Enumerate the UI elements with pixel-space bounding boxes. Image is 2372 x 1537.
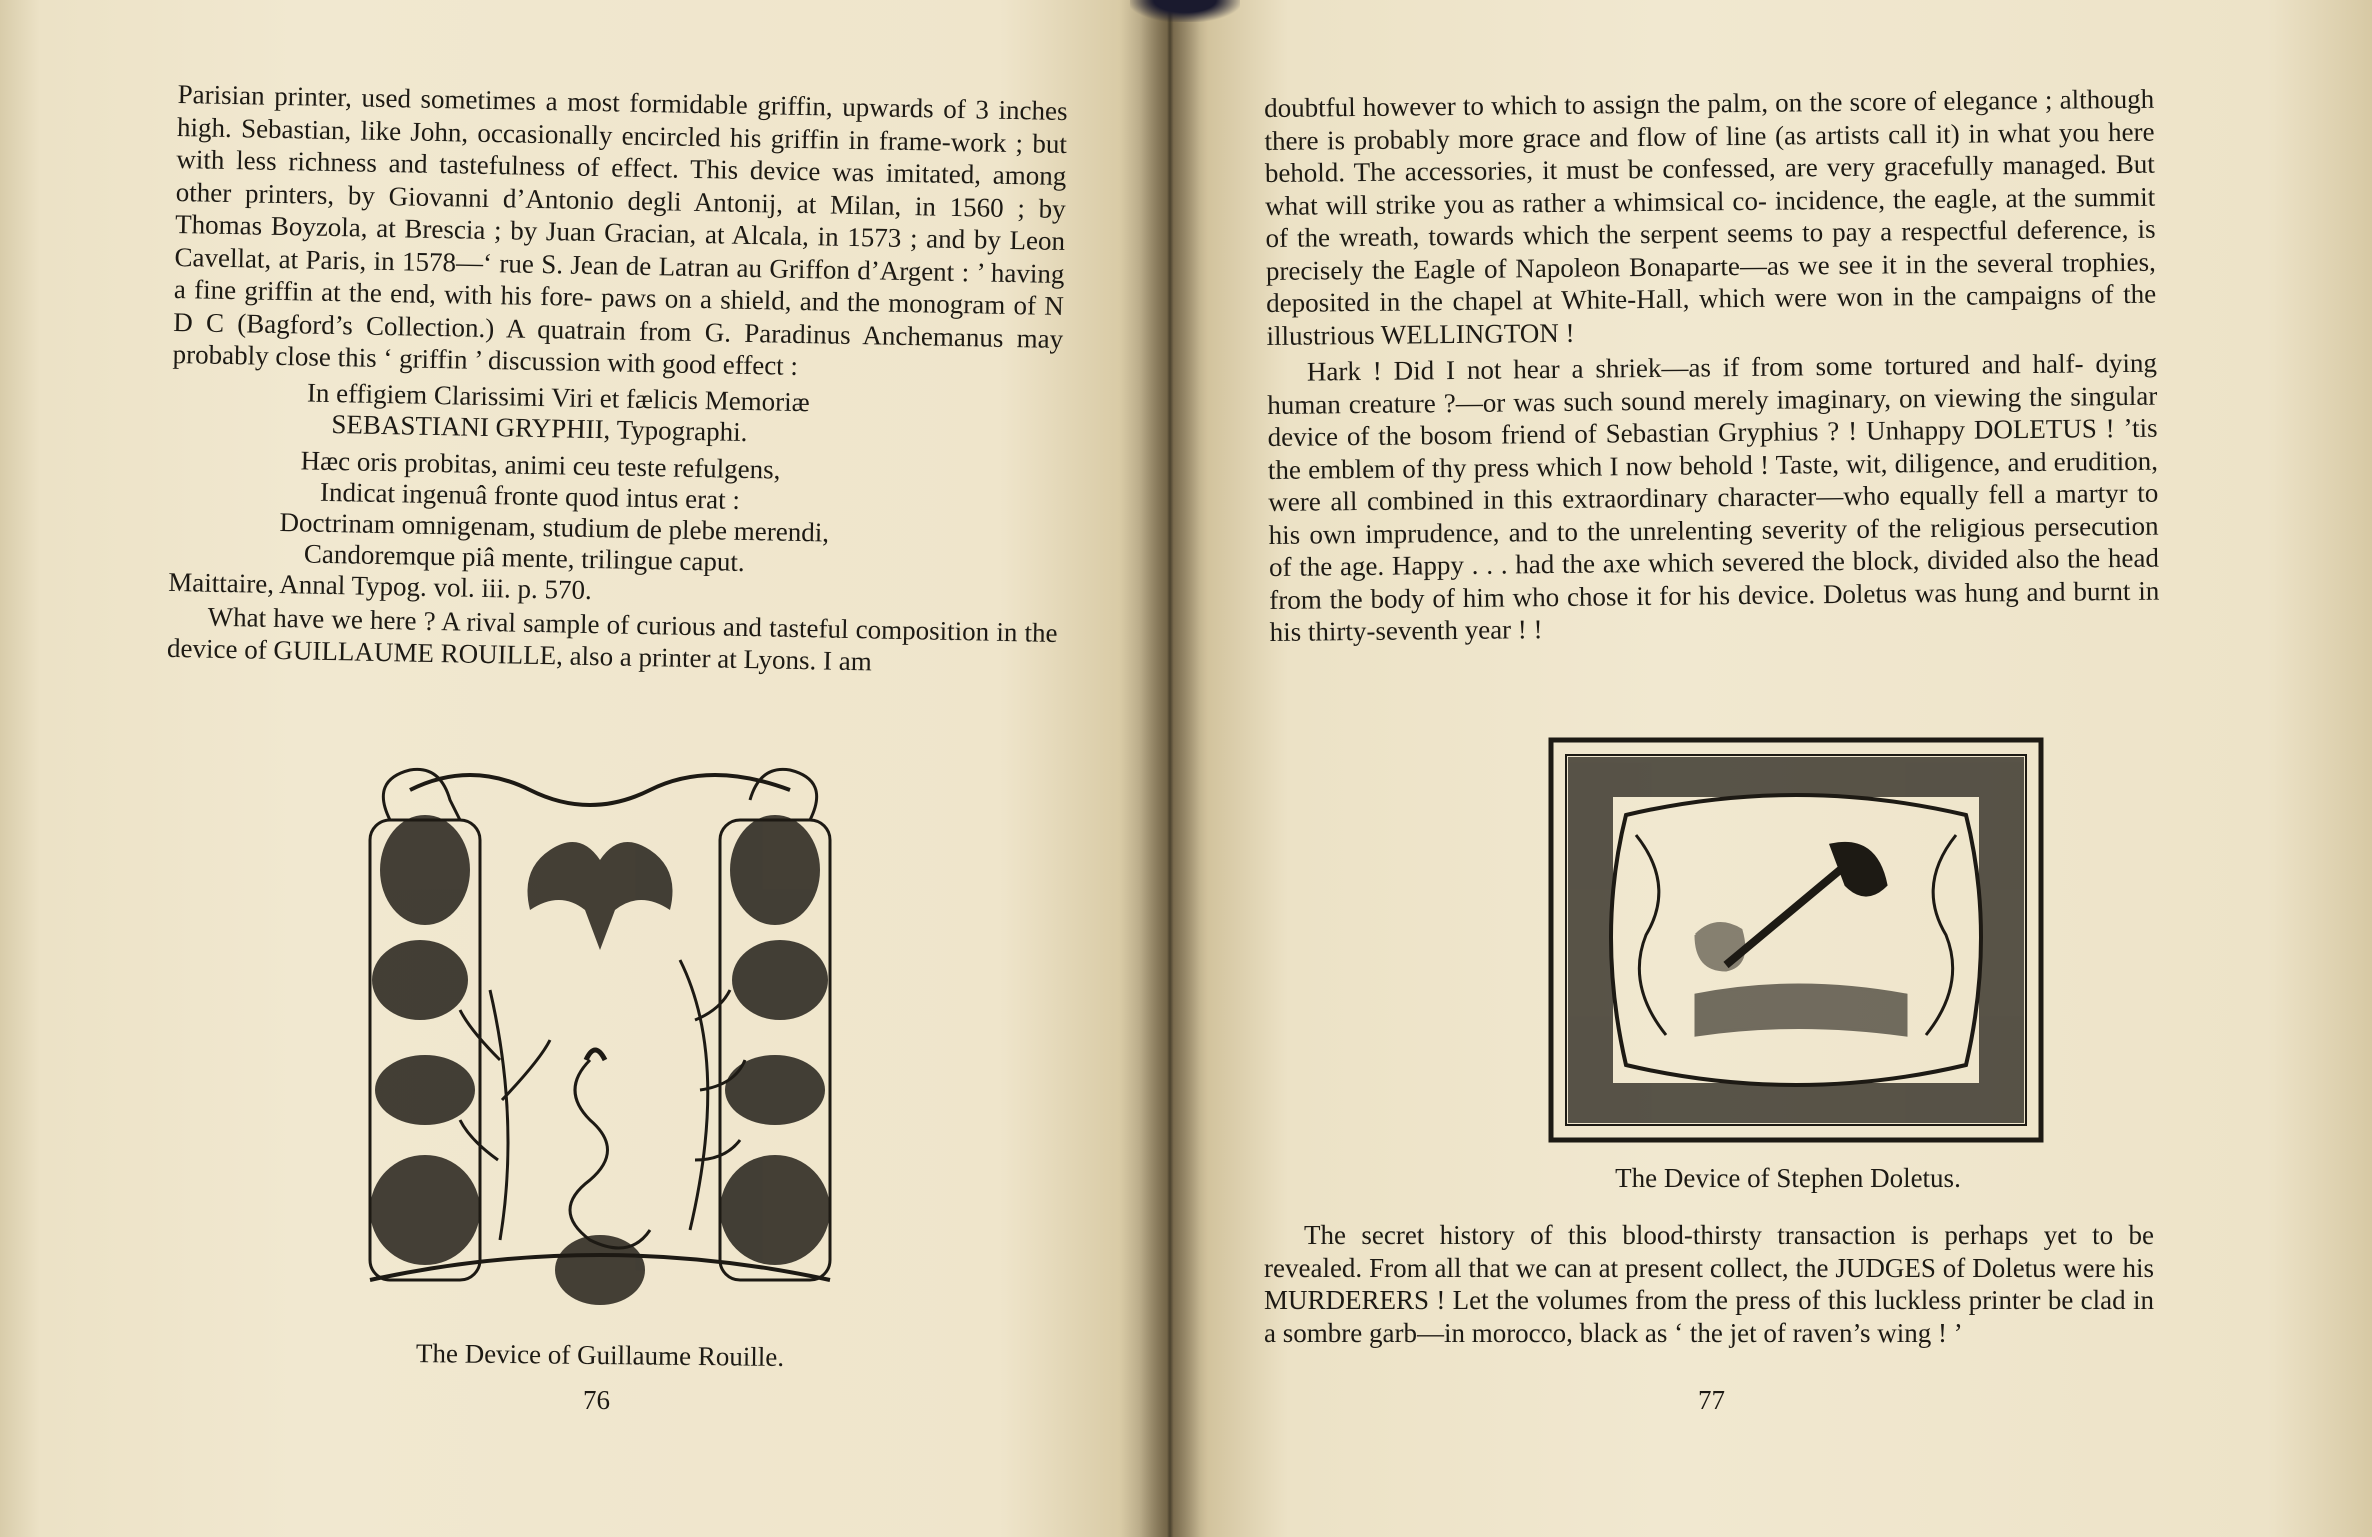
text-line: Parisian printer, used sometimes a most formidable griffin, upwards of — [177, 78, 976, 125]
text-line: The secret history of this blood-thirsty transaction is perhaps yet to be — [1304, 1220, 2154, 1250]
text-line: were his MURDERERS ! Let the volumes from the press of this luckless — [1264, 1252, 2154, 1315]
text-line: gracefully managed. But what will strike you as rather a whimsical co- — [1265, 148, 2155, 221]
right-paragraph-1 — [1264, 83, 2157, 352]
text-line: dying human creature ?—or was such sound merely imaginary, on viewing — [1267, 347, 2158, 420]
text-line: incidence, the eagle, at the summit of the wreath, towards which the — [1265, 181, 2156, 253]
text-line: doubtful however to which to assign the palm, on the score of elegance ; — [1264, 84, 2060, 123]
page-number-right: 77 — [1698, 1385, 1725, 1415]
latin-quatrain — [168, 374, 1062, 614]
left-paragraph-1 — [172, 78, 1067, 388]
doletus-caption: The Device of Stephen Doletus. — [1615, 1163, 1961, 1193]
text-line: unrelenting severity of the religious persecution of the age. Happy . . . — [1268, 510, 2159, 582]
verse-heading: In effigiem Clarissimi Viri et fælicis Memoriæ — [306, 377, 811, 417]
text-line: DOLETUS ! ’tis the emblem of thy press which I now behold ! Taste, — [1267, 412, 2158, 485]
text-line: although there is probably more grace and flow of line (as artists call it) — [1264, 83, 2155, 156]
text-line: frame-work ; but with less richness and tastefulness of effect. This device — [176, 124, 1068, 187]
text-line: the singular device of the bosom friend of Sebastian Gryphius ? ! Unhappy — [1267, 380, 2158, 452]
text-line: in the device of GUILLAUME ROUILLE, also a printer at Lyons. I am — [166, 616, 1058, 677]
text-line: Napoleon Bonaparte—as we see it in the several trophies, deposited in — [1266, 246, 2156, 318]
text-line: A quatrain from G. Paradinus Anchemanus may probably close this — [172, 312, 1064, 373]
right-page-body-bottom — [1264, 1219, 2154, 1349]
verse-line: Doctrinam omnigenam, studium de plebe merendi, — [279, 506, 830, 548]
text-line: at Milan, in 1560 ; by Thomas Boyzola, at Brescia ; by Juan Gracian, at — [174, 188, 1066, 250]
binding-gap — [1130, 0, 1240, 22]
text-line: character—who equally fell a martyr to his own imprudence, and to the — [1268, 477, 2159, 550]
verse-heading-name: SEBASTIANI GRYPHII, Typographi. — [331, 408, 748, 447]
left-page — [0, 0, 1168, 1537]
text-line: paws on a shield, and the monogram of N D C (Bagford’s Collection.) — [173, 282, 1065, 343]
text-line: the chapel at White-Hall, which were won in the campaigns of the — [1409, 278, 2157, 317]
right-page-body-top — [1264, 83, 2160, 649]
text-line: had the axe which severed the block, divided also the head from the body — [1269, 542, 2160, 615]
verse-attribution: Maittaire, Annal Typog. vol. iii. p. 570. — [168, 566, 593, 605]
text-line: serpent seems to pay a respectful deference, is precisely the Eagle of — [1265, 213, 2156, 286]
rouille-caption: The Device of Guillaume Rouille. — [415, 1338, 785, 1372]
text-line: printer be clad in a sombre garb—in morocco, black as ‘ the jet of raven’s — [1264, 1285, 2154, 1348]
right-page — [1168, 0, 2372, 1537]
text-line: in what you here behold. The accessories, it must be confessed, are very — [1264, 116, 2155, 188]
text-line: revealed. From all that we can at present collect, the JUDGES of Doletus — [1264, 1252, 2064, 1283]
text-line: What have we here ? A rival sample of curious and tasteful composition — [207, 601, 997, 647]
verse-line: Indicat ingenuâ fronte quod intus erat : — [319, 476, 741, 515]
text-line: wit, diligence, and erudition, were all combined in this extraordinary — [1268, 445, 2159, 517]
text-line: of him who chose it for his device. Doletus was hung and burnt in his — [1269, 575, 2160, 647]
text-line: Latran au Griffon d’Argent : ’ having a fine griffin at the end, with his fore- — [173, 250, 1065, 313]
text-line: thirty-seventh year ! ! — [1307, 614, 1543, 647]
text-line: 3 inches high. Sebastian, like John, occasionally encircled his griffin in — [176, 94, 1068, 155]
right-paragraph-2 — [1267, 347, 2160, 649]
page-number-left: 76 — [583, 1385, 610, 1415]
doletus-device-woodcut — [1546, 735, 2046, 1145]
left-page-body — [167, 78, 1068, 681]
text-line: wing ! ’ — [1877, 1317, 1963, 1348]
rouille-device-woodcut — [350, 760, 850, 1320]
text-line: ‘ griffin ’ discussion with good effect : — [383, 342, 799, 381]
verse-line: Candoremque piâ mente, trilingue caput. — [303, 538, 745, 577]
text-line: Hark ! Did I not hear a shriek—as if from some tortured and half- — [1306, 348, 2096, 387]
gutter-shadow — [1140, 0, 1200, 1537]
verse-line: Hæc oris probitas, animi ceu teste refulgens, — [300, 444, 781, 485]
text-line: was imitated, among other printers, by Giovanni d’Antonio degli Antonij, — [175, 156, 1067, 219]
text-line: Alcala, in 1573 ; and by Leon Cavellat, at Paris, in 1578—‘ rue S. Jean de — [174, 219, 1066, 281]
right-paragraph-3 — [1264, 1219, 2154, 1349]
text-line: illustrious WELLINGTON ! — [1266, 317, 1575, 351]
